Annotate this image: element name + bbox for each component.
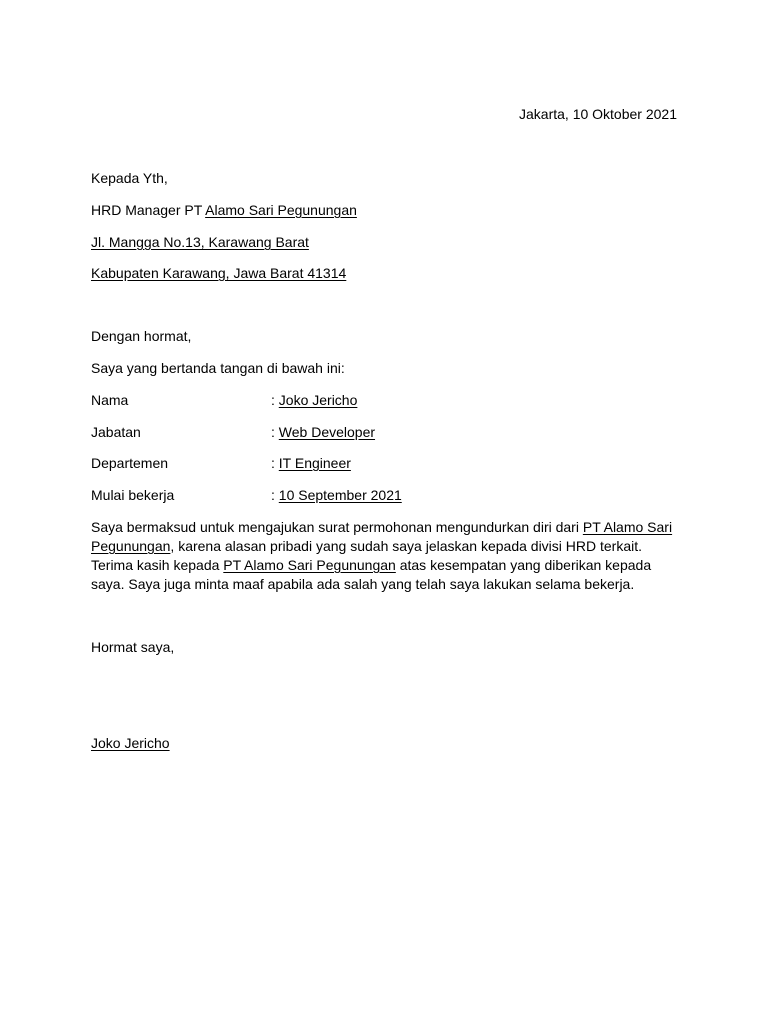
field-value-mulai-bekerja: 10 September 2021 [278, 487, 402, 503]
field-label-jabatan: Jabatan [91, 424, 141, 440]
field-value-nama-row [271, 391, 357, 409]
field-label-mulai-bekerja: Mulai bekerja [91, 487, 175, 503]
field-label-departemen: Departemen [91, 455, 169, 471]
field-value-departemen: IT Engineer [278, 455, 351, 471]
body-company-1: PT Alamo Sari Pegunungan [91, 519, 673, 554]
recipient-prefix: HRD Manager PT [91, 202, 206, 218]
recipient-line [91, 201, 357, 219]
body-paragraph [91, 518, 681, 594]
intro-text: Saya yang bertanda tangan di bawah ini: [91, 360, 345, 376]
body-part-2: , karena alasan pribadi yang sudah saya jelaskan kepada divisi HRD terkait. Terima kasih kepada [91, 538, 643, 573]
body-company-2: PT Alamo Sari Pegunungan [223, 557, 396, 573]
field-value-jabatan-row [271, 423, 375, 441]
greeting: Dengan hormat, [91, 328, 192, 344]
field-colon: : [271, 424, 279, 440]
signature-name: Joko Jericho [91, 735, 170, 751]
field-value-mulai-bekerja-row [271, 486, 402, 504]
field-colon: : [271, 455, 279, 471]
field-value-departemen-row [271, 454, 351, 472]
letter-date: Jakarta, 10 Oktober 2021 [519, 106, 677, 122]
address-line-1: Jl. Mangga No.13, Karawang Barat [91, 234, 309, 250]
body-part-1: Saya bermaksud untuk mengajukan surat permohonan mengundurkan diri dari [91, 519, 583, 535]
body-part-3: atas kesempatan yang diberikan kepada saya. Saya juga minta maaf apabila ada salah yang telah saya lakukan selama bekerja. [91, 557, 652, 592]
field-value-jabatan: Web Developer [278, 424, 376, 440]
field-value-nama: Joko Jericho [278, 392, 358, 408]
field-colon: : [271, 487, 279, 503]
field-label-nama: Nama [91, 392, 129, 408]
field-colon: : [271, 392, 279, 408]
closing: Hormat saya, [91, 639, 175, 655]
salutation-to: Kepada Yth, [91, 170, 168, 186]
address-line-2: Kabupaten Karawang, Jawa Barat 41314 [91, 265, 347, 281]
recipient-company: Alamo Sari Pegunungan [205, 202, 357, 218]
